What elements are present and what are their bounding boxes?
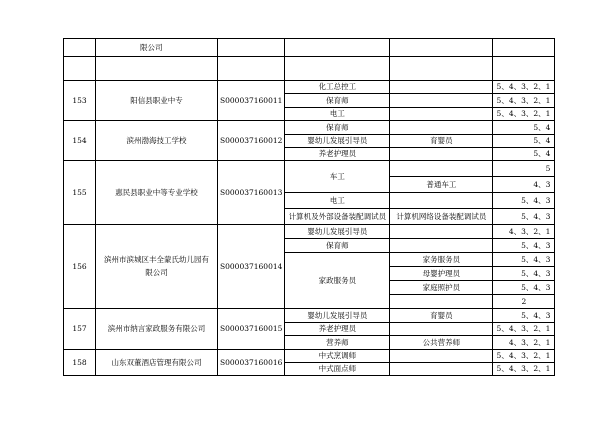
table-row (64, 225, 555, 239)
institution-code (218, 39, 285, 57)
sub-occupation: 计算机网络设备装配调试员 (390, 209, 493, 225)
institution-name: 滨州市纳言家政服务有限公司 (96, 309, 218, 349)
sub-occupation: 母婴护理员 (390, 267, 493, 281)
levels: 5、4、3 (493, 193, 555, 209)
sub-occupation (390, 295, 493, 309)
institution-name: 限公司 (96, 39, 218, 57)
sub-occupation (390, 322, 493, 335)
levels: 5、4、3、2、1 (493, 322, 555, 335)
occupation: 婴幼儿发展引导员 (285, 134, 390, 147)
institution-table (63, 38, 555, 376)
institution-code: S000037160014 (218, 225, 285, 309)
sub-occupation: 家庭照护员 (390, 281, 493, 295)
levels (493, 39, 555, 57)
institution-code: S000037160013 (218, 161, 285, 225)
levels: 5、4、3 (493, 239, 555, 253)
levels: 4、3 (493, 177, 555, 193)
sub-occupation (390, 161, 493, 177)
row-number: 154 (64, 121, 96, 161)
occupation: 中式烹调师 (285, 349, 390, 362)
sub-occupation (390, 362, 493, 375)
table-row (64, 81, 555, 94)
occupation: 保育师 (285, 239, 390, 253)
table-row (64, 121, 555, 134)
occupation: 养老护理员 (285, 147, 390, 160)
institution-code: S000037160012 (218, 121, 285, 161)
sub-occupation (390, 147, 493, 160)
levels: 5、4、3、2、1 (493, 81, 555, 94)
occupation: 保育师 (285, 94, 390, 107)
levels: 5、4、3、2、1 (493, 349, 555, 362)
institution-name: 滨州渤海技工学校 (96, 121, 218, 161)
levels: 5、4 (493, 121, 555, 134)
sub-occupation (390, 107, 493, 120)
sub-occupation (390, 193, 493, 209)
table-row (64, 349, 555, 362)
sub-occupation (390, 239, 493, 253)
sub-occupation (390, 39, 493, 57)
occupation: 中式面点师 (285, 362, 390, 375)
occupation: 家政服务员 (285, 253, 390, 309)
table-row (64, 57, 555, 81)
table-row (64, 39, 555, 57)
sub-occupation: 家务服务员 (390, 253, 493, 267)
levels: 5、4、3、2、1 (493, 362, 555, 375)
institution-code: S000037160015 (218, 309, 285, 349)
sub-occupation (390, 121, 493, 134)
sub-occupation: 公共营养师 (390, 336, 493, 349)
institution-name: 山东双董酒店管理有限公司 (96, 349, 218, 376)
levels: 5、4、3 (493, 267, 555, 281)
levels: 5、4、3 (493, 281, 555, 295)
levels: 2 (493, 295, 555, 309)
levels: 4、3、2、1 (493, 336, 555, 349)
occupation: 营养师 (285, 336, 390, 349)
table-row (64, 309, 555, 322)
row-number: 158 (64, 349, 96, 376)
levels: 5 (493, 161, 555, 177)
levels: 5、4、3、2、1 (493, 94, 555, 107)
levels: 4、3、2、1 (493, 225, 555, 239)
levels: 5、4 (493, 134, 555, 147)
occupation: 电工 (285, 193, 390, 209)
occupation: 保育师 (285, 121, 390, 134)
sub-occupation (390, 225, 493, 239)
sub-occupation (390, 81, 493, 94)
institution-code: S000037160016 (218, 349, 285, 376)
levels: 5、4、3 (493, 209, 555, 225)
institution-name: 阳信县职业中专 (96, 81, 218, 121)
levels: 5、4、3 (493, 309, 555, 322)
occupation (285, 39, 390, 57)
institution-name (96, 225, 218, 309)
row-number (64, 39, 96, 57)
levels: 5、4、3、2、1 (493, 107, 555, 120)
sub-occupation: 育婴员 (390, 309, 493, 322)
sub-occupation: 普通车工 (390, 177, 493, 193)
levels: 5、4、3 (493, 253, 555, 267)
sub-occupation (390, 349, 493, 362)
occupation: 化工总控工 (285, 81, 390, 94)
sub-occupation: 育婴员 (390, 134, 493, 147)
table-row (64, 161, 555, 177)
sub-occupation (390, 94, 493, 107)
occupation: 养老护理员 (285, 322, 390, 335)
institution-name: 惠民县职业中等专业学校 (96, 161, 218, 225)
institution-name-text: 滨州市滨城区丰全蒙氏幼儿园有限公司 (104, 255, 209, 277)
row-number: 157 (64, 309, 96, 349)
occupation: 婴幼儿发展引导员 (285, 225, 390, 239)
occupation: 电工 (285, 107, 390, 120)
row-number: 156 (64, 225, 96, 309)
levels: 5、4 (493, 147, 555, 160)
row-number: 155 (64, 161, 96, 225)
occupation: 计算机及外部设备装配调试员 (285, 209, 390, 225)
occupation: 婴幼儿发展引导员 (285, 309, 390, 322)
row-number: 153 (64, 81, 96, 121)
occupation: 车工 (285, 161, 390, 193)
institution-code: S000037160011 (218, 81, 285, 121)
